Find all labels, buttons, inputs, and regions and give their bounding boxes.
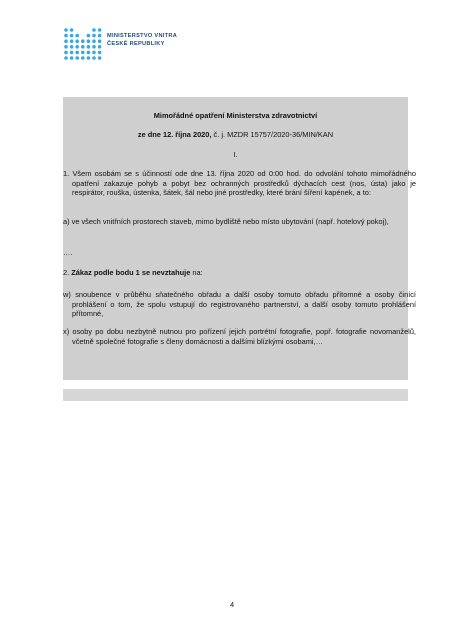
emblem-dot (92, 56, 96, 60)
ministry-name (107, 32, 177, 48)
emblem-dot (75, 45, 79, 49)
emblem-dot (64, 28, 68, 32)
emblem-dot (98, 56, 102, 60)
emblem-dot (92, 45, 96, 49)
ellipsis: …. (63, 248, 73, 257)
paragraph-2-number: 2. (63, 268, 72, 277)
emblem-dot (87, 45, 91, 49)
emblem-dot (75, 39, 79, 43)
emblem-dot (75, 51, 79, 55)
emblem-dot (81, 56, 85, 60)
emblem-dot (98, 51, 102, 55)
emblem-dot (92, 28, 96, 32)
emblem-dot (64, 56, 68, 60)
section-number: I. (233, 150, 238, 159)
paragraph-2-bold: Zákaz podle bodu 1 se nevztahuje (71, 268, 191, 277)
emblem-dot (87, 34, 91, 38)
footer-strip (63, 389, 408, 401)
emblem-dot (64, 51, 68, 55)
emblem-dot (87, 39, 91, 43)
ministry-emblem-icon (63, 26, 105, 62)
emblem-dot (98, 34, 102, 38)
paragraph-1: 1. Všem osobám se s účinností ode dne 13. října 2020 od 0:00 hod. do odvolání tohoto mimořádného opatření zakazuje pohyb a pobyt bez ochranných prostředků dýchacích cest (nos, ústa) jako je respirátor, rouška, ústenka, šátek, šál nebo jiné prostředky, které brání šíření kapének, a to: (63, 169, 416, 198)
emblem-dot (87, 51, 91, 55)
emblem-dot (81, 51, 85, 55)
emblem-dot (70, 56, 74, 60)
page-number: 4 (230, 600, 235, 609)
paragraph-2 (63, 268, 203, 278)
emblem-dot (70, 34, 74, 38)
ministry-name-line2: ČESKÉ REPUBLIKY (107, 41, 165, 47)
ministry-name-line1: MINISTERSTVO VNITRA (107, 33, 178, 39)
doc-date: ze dne 12. října 2020, (137, 130, 212, 139)
emblem-dot (92, 39, 96, 43)
doc-title: Mimořádné opatření Ministerstva zdravotnictví (153, 111, 318, 120)
paragraph-w: w) snoubence v průběhu sňatečného obřadu a další osoby tomuto obřadu přítomné a osoby činící prohlášení o tom, že spolu vstupují do registrovaného partnerství, a další osoby tomuto prohlášení přítomné, (63, 290, 416, 319)
emblem-dot (75, 56, 79, 60)
emblem-dot (81, 45, 85, 49)
emblem-dot (70, 51, 74, 55)
ministry-logo (63, 26, 213, 62)
emblem-dot (81, 39, 85, 43)
emblem-dot (98, 28, 102, 32)
emblem-dot (70, 28, 74, 32)
doc-ref-code: MZDR 15757/2020-36/MIN/KAN (227, 130, 334, 139)
emblem-dot (98, 39, 102, 43)
emblem-dot (92, 51, 96, 55)
emblem-dot (64, 34, 68, 38)
emblem-dot (70, 45, 74, 49)
emblem-dot (92, 34, 96, 38)
emblem-dot (75, 34, 79, 38)
doc-reference (63, 130, 408, 140)
emblem-dot (98, 45, 102, 49)
emblem-dot (87, 56, 91, 60)
paragraph-2-rest: na: (190, 268, 203, 277)
emblem-dot (70, 39, 74, 43)
emblem-dot (64, 45, 68, 49)
paragraph-a: a) ve všech vnitřních prostorech staveb, mimo bydliště nebo místo ubytování (např. hotelový pokoj), (63, 217, 389, 226)
paragraph-x: x) osoby po dobu nezbytně nutnou pro pořízení jejich portrétní fotografie, popř. fotografie novomanželů, včetně společné fotografie s členy domácnosti a dalšími blízkými osobami,… (63, 327, 416, 346)
doc-ref-label: č. j. (211, 130, 228, 139)
emblem-dot (64, 39, 68, 43)
